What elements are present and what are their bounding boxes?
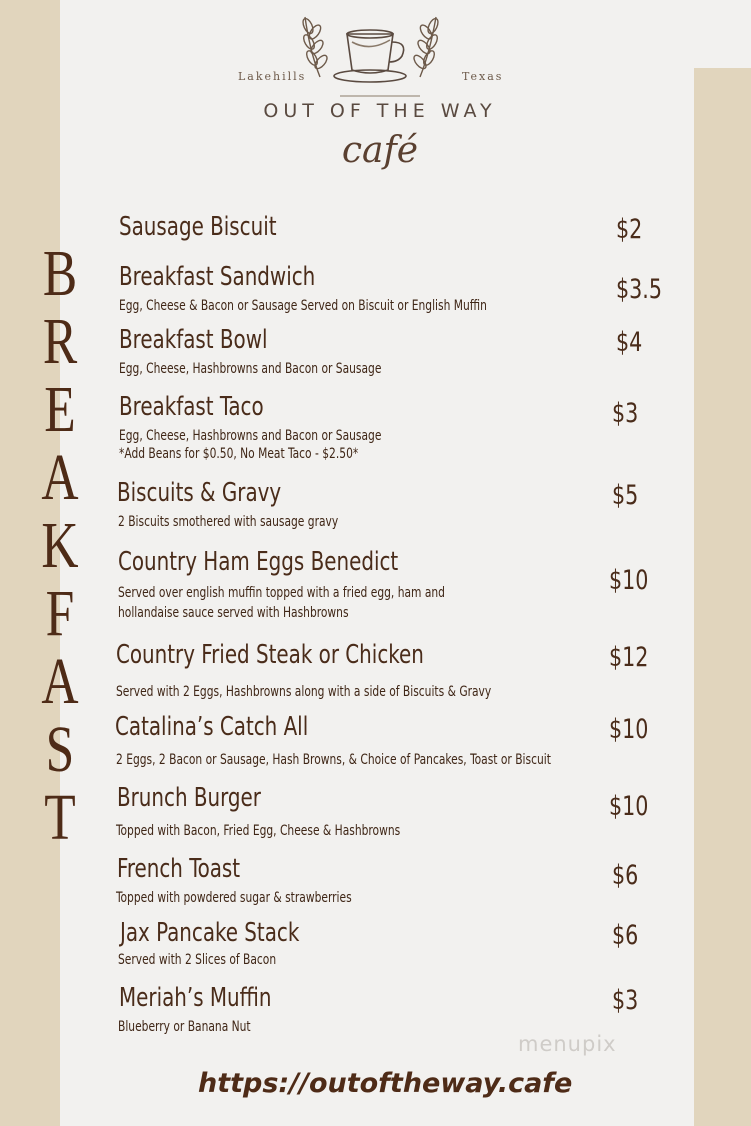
item-name: Catalina’s Catch All [115,712,309,742]
cafe-script-logo: café [341,130,419,171]
item-price: $3.5 [616,274,662,305]
item-name: Country Fried Steak or Chicken [116,640,424,670]
item-description: Served over english muffin topped with a fried egg, ham and [118,585,445,601]
item-price: $4 [616,327,643,358]
section-title-letter: S [45,713,75,786]
section-title-letter: F [45,577,75,650]
location-city: Lakehills [238,70,307,83]
section-title-letter: A [41,645,79,718]
section-title-letter: A [41,441,79,514]
item-name: Breakfast Taco [119,392,264,422]
watermark: menupix [518,1032,617,1056]
item-description: hollandaise sauce served with Hashbrowns [118,605,349,621]
item-description: *Add Beans for $0.50, No Meat Taco - $2.50* [119,446,359,462]
item-description: Blueberry or Banana Nut [118,1019,251,1035]
item-name: Breakfast Sandwich [119,262,316,292]
item-name: French Toast [117,854,241,884]
item-price: $6 [612,860,639,891]
section-title-letter: E [44,373,76,446]
item-price: $3 [612,398,639,429]
section-title-letter: R [42,305,78,378]
item-price: $3 [612,985,639,1016]
item-name: Jax Pancake Stack [120,918,300,948]
item-price: $2 [616,214,643,245]
item-description: 2 Biscuits smothered with sausage gravy [118,514,339,530]
item-name: Sausage Biscuit [119,212,277,242]
item-description: Served with 2 Slices of Bacon [118,952,277,968]
item-price: $6 [612,920,639,951]
item-price: $12 [609,642,649,673]
item-description: Egg, Cheese & Bacon or Sausage Served on Biscuit or English Muffin [119,298,487,314]
section-title-letter: T [44,781,76,854]
cafe-name: OUT OF THE WAY [263,100,497,122]
item-description: Egg, Cheese, Hashbrowns and Bacon or Sausage [119,361,382,377]
item-price: $10 [609,791,649,822]
item-description: Egg, Cheese, Hashbrowns and Bacon or Sausage [119,428,382,444]
location-state: Texas [462,70,504,83]
item-description: Topped with Bacon, Fried Egg, Cheese & Hashbrowns [116,823,401,839]
item-price: $5 [612,480,639,511]
item-price: $10 [609,565,649,596]
website-link[interactable]: https://outoftheway.cafe [198,1068,573,1099]
right-decorative-band [694,68,751,1126]
section-title-letter: K [41,509,79,582]
wheat-sprig-icon [301,17,329,77]
item-description: 2 Eggs, 2 Bacon or Sausage, Hash Browns, & Choice of Pancakes, Toast or Biscuit [116,752,551,768]
wheat-sprig-icon [412,17,440,77]
item-name: Breakfast Bowl [119,325,268,355]
item-price: $10 [609,714,649,745]
item-name: Brunch Burger [117,783,261,813]
item-description: Served with 2 Eggs, Hashbrowns along with a side of Biscuits & Gravy [116,684,492,700]
section-title-letter: B [42,237,78,310]
item-name: Country Ham Eggs Benedict [118,547,399,577]
item-name: Biscuits & Gravy [117,478,282,508]
item-description: Topped with powdered sugar & strawberries [116,890,352,906]
section-title-breakfast [22,237,98,854]
item-name: Meriah’s Muffin [119,983,272,1013]
